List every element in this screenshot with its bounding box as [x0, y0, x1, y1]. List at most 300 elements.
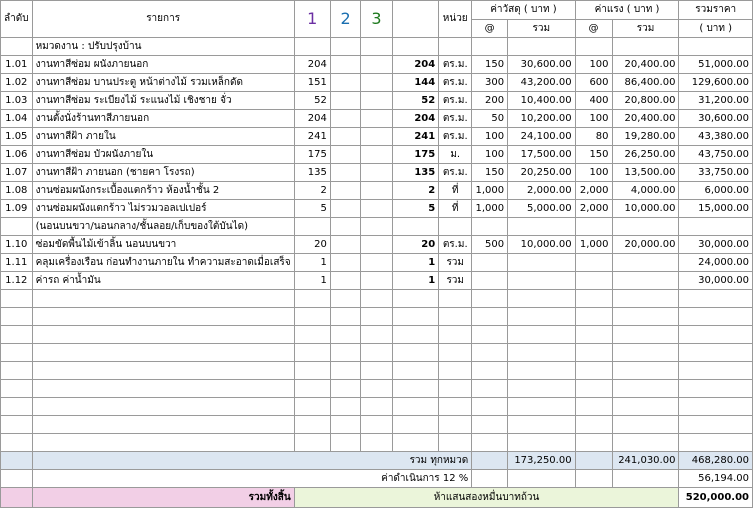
row-qty-1[interactable]: 204 — [294, 56, 330, 74]
row-qty-total[interactable]: 175 — [392, 146, 439, 164]
total-subtotal[interactable]: 468,280.00 — [679, 452, 753, 470]
row-material-at[interactable]: 300 — [472, 74, 508, 92]
cell[interactable] — [361, 308, 392, 326]
row-labor-at[interactable] — [575, 218, 612, 236]
cell[interactable] — [612, 398, 679, 416]
row-material-sum[interactable] — [508, 272, 575, 290]
row-labor-at[interactable]: 100 — [575, 110, 612, 128]
cell[interactable] — [294, 38, 330, 56]
row-unit[interactable]: ที่ — [439, 200, 472, 218]
row-qty-total[interactable]: 20 — [392, 236, 439, 254]
row-labor-sum[interactable]: 4,000.00 — [612, 182, 679, 200]
row-qty-2[interactable] — [330, 92, 361, 110]
category-label[interactable]: หมวดงาน : ปรับปรุงบ้าน — [32, 38, 294, 56]
cell[interactable] — [1, 326, 33, 344]
cell[interactable] — [472, 326, 508, 344]
row-qty-3[interactable] — [361, 272, 392, 290]
cell[interactable] — [1, 362, 33, 380]
cell[interactable] — [612, 326, 679, 344]
row-qty-3[interactable] — [361, 164, 392, 182]
cell[interactable] — [612, 38, 679, 56]
row-item[interactable]: ซ่อมขัดพื้นไม้เข้าลิ้น นอนบนขวา — [32, 236, 294, 254]
row-qty-total[interactable]: 144 — [392, 74, 439, 92]
row-qty-2[interactable] — [330, 128, 361, 146]
cell[interactable] — [508, 470, 575, 488]
cell[interactable] — [679, 362, 753, 380]
row-item[interactable]: งานซ่อมผนังกระเบื้องแตกร้าว ห้องน้ำชั้น 2 — [32, 182, 294, 200]
cell[interactable] — [575, 326, 612, 344]
row-unit[interactable]: ตร.ม. — [439, 110, 472, 128]
cell[interactable] — [439, 344, 472, 362]
row-qty-3[interactable] — [361, 182, 392, 200]
row-unit[interactable]: ตร.ม. — [439, 236, 472, 254]
row-unit[interactable]: ตร.ม. — [439, 164, 472, 182]
row-qty-1[interactable]: 175 — [294, 146, 330, 164]
cell[interactable] — [1, 308, 33, 326]
row-qty-2[interactable] — [330, 254, 361, 272]
row-number[interactable]: 1.05 — [1, 128, 33, 146]
cell[interactable] — [508, 308, 575, 326]
cell[interactable] — [575, 470, 612, 488]
cell[interactable] — [472, 362, 508, 380]
row-unit[interactable]: ม. — [439, 146, 472, 164]
row-labor-sum[interactable] — [612, 218, 679, 236]
row-labor-sum[interactable]: 20,400.00 — [612, 110, 679, 128]
row-qty-total[interactable]: 241 — [392, 128, 439, 146]
cell[interactable] — [439, 416, 472, 434]
row-qty-total[interactable] — [392, 218, 439, 236]
cell[interactable] — [679, 308, 753, 326]
row-labor-at[interactable]: 600 — [575, 74, 612, 92]
row-qty-3[interactable] — [361, 200, 392, 218]
row-labor-sum[interactable]: 13,500.00 — [612, 164, 679, 182]
row-material-at[interactable] — [472, 254, 508, 272]
row-unit[interactable]: ตร.ม. — [439, 128, 472, 146]
row-qty-2[interactable] — [330, 110, 361, 128]
row-qty-1[interactable]: 241 — [294, 128, 330, 146]
row-labor-sum[interactable]: 26,250.00 — [612, 146, 679, 164]
cell[interactable] — [361, 290, 392, 308]
cell[interactable] — [472, 380, 508, 398]
cell[interactable] — [32, 326, 294, 344]
cell[interactable] — [392, 398, 439, 416]
row-total[interactable]: 30,000.00 — [679, 272, 753, 290]
row-qty-total[interactable]: 204 — [392, 56, 439, 74]
cell[interactable] — [612, 362, 679, 380]
row-number[interactable]: 1.01 — [1, 56, 33, 74]
row-material-sum[interactable]: 30,600.00 — [508, 56, 575, 74]
cell[interactable] — [294, 362, 330, 380]
cell[interactable] — [1, 470, 33, 488]
row-labor-at[interactable]: 80 — [575, 128, 612, 146]
cell[interactable] — [508, 326, 575, 344]
total-labor[interactable]: 241,030.00 — [612, 452, 679, 470]
cell[interactable] — [392, 308, 439, 326]
cell[interactable] — [32, 362, 294, 380]
row-number[interactable]: 1.06 — [1, 146, 33, 164]
row-item[interactable]: ค่ารถ ค่าน้ำมัน — [32, 272, 294, 290]
cell[interactable] — [32, 308, 294, 326]
cell[interactable] — [32, 290, 294, 308]
cell[interactable] — [330, 344, 361, 362]
cell[interactable] — [472, 38, 508, 56]
row-qty-2[interactable] — [330, 56, 361, 74]
row-labor-sum[interactable]: 19,280.00 — [612, 128, 679, 146]
row-material-sum[interactable]: 24,100.00 — [508, 128, 575, 146]
row-unit[interactable] — [439, 218, 472, 236]
cell[interactable] — [575, 344, 612, 362]
row-qty-2[interactable] — [330, 146, 361, 164]
cell[interactable] — [472, 398, 508, 416]
cell[interactable] — [612, 470, 679, 488]
row-qty-2[interactable] — [330, 218, 361, 236]
row-material-sum[interactable] — [508, 218, 575, 236]
cell[interactable] — [294, 290, 330, 308]
row-labor-at[interactable]: 400 — [575, 92, 612, 110]
row-labor-sum[interactable]: 20,000.00 — [612, 236, 679, 254]
cell[interactable] — [439, 38, 472, 56]
table-row — [1, 146, 753, 164]
row-total[interactable]: 129,600.00 — [679, 74, 753, 92]
row-number[interactable]: 1.08 — [1, 182, 33, 200]
cell[interactable] — [472, 344, 508, 362]
row-item[interactable]: งานทาสีซ่อม ระเบียงไม้ ระแนงไม้ เชิงชาย จั่ว — [32, 92, 294, 110]
cell[interactable] — [612, 434, 679, 452]
cell[interactable] — [679, 344, 753, 362]
cell[interactable] — [439, 398, 472, 416]
cell[interactable] — [472, 290, 508, 308]
row-material-sum[interactable] — [508, 254, 575, 272]
header-col-1: 1 — [294, 1, 330, 38]
row-qty-total[interactable]: 52 — [392, 92, 439, 110]
cell[interactable] — [679, 290, 753, 308]
row-labor-sum[interactable] — [612, 272, 679, 290]
cell[interactable] — [575, 416, 612, 434]
cell[interactable] — [575, 452, 612, 470]
table-row — [1, 200, 753, 218]
empty-row — [1, 380, 753, 398]
table-row — [1, 56, 753, 74]
row-item[interactable]: งานทาสีฝ้า ภายนอก (ชายคา โรงรถ) — [32, 164, 294, 182]
row-material-sum[interactable]: 20,250.00 — [508, 164, 575, 182]
row-unit[interactable]: ที่ — [439, 182, 472, 200]
cell[interactable] — [1, 290, 33, 308]
cell[interactable] — [330, 290, 361, 308]
cell[interactable] — [1, 434, 33, 452]
cell[interactable] — [679, 434, 753, 452]
row-number[interactable]: 1.07 — [1, 164, 33, 182]
table-row — [1, 218, 753, 236]
row-labor-at[interactable]: 1,000 — [575, 236, 612, 254]
row-qty-total[interactable]: 135 — [392, 164, 439, 182]
row-labor-at[interactable]: 150 — [575, 146, 612, 164]
cell[interactable] — [361, 38, 392, 56]
row-total[interactable]: 24,000.00 — [679, 254, 753, 272]
row-total[interactable]: 30,600.00 — [679, 110, 753, 128]
row-qty-3[interactable] — [361, 128, 392, 146]
cell[interactable] — [612, 416, 679, 434]
row-material-at[interactable]: 150 — [472, 164, 508, 182]
cell[interactable] — [294, 398, 330, 416]
row-labor-at[interactable]: 2,000 — [575, 200, 612, 218]
cell[interactable] — [472, 416, 508, 434]
row-material-at[interactable]: 150 — [472, 56, 508, 74]
cell[interactable] — [508, 362, 575, 380]
row-qty-total[interactable]: 2 — [392, 182, 439, 200]
row-qty-3[interactable] — [361, 74, 392, 92]
row-number[interactable] — [1, 218, 33, 236]
cell[interactable] — [361, 380, 392, 398]
cell[interactable] — [439, 362, 472, 380]
row-material-sum[interactable]: 10,200.00 — [508, 110, 575, 128]
cell[interactable] — [1, 398, 33, 416]
row-qty-1[interactable]: 5 — [294, 200, 330, 218]
cell[interactable] — [392, 434, 439, 452]
cell[interactable] — [330, 38, 361, 56]
cell[interactable] — [294, 416, 330, 434]
cell[interactable] — [361, 434, 392, 452]
cell[interactable] — [392, 38, 439, 56]
row-qty-3[interactable] — [361, 110, 392, 128]
cell[interactable] — [472, 452, 508, 470]
row-item[interactable]: งานทาสีซ่อม ผนังภายนอก — [32, 56, 294, 74]
row-item[interactable]: งานทาสีฝ้า ภายใน — [32, 128, 294, 146]
cell[interactable] — [1, 452, 33, 470]
row-labor-at[interactable]: 100 — [575, 164, 612, 182]
row-qty-total[interactable]: 1 — [392, 272, 439, 290]
total-material[interactable]: 173,250.00 — [508, 452, 575, 470]
row-qty-2[interactable] — [330, 236, 361, 254]
row-material-sum[interactable]: 2,000.00 — [508, 182, 575, 200]
row-qty-3[interactable] — [361, 236, 392, 254]
row-number[interactable]: 1.02 — [1, 74, 33, 92]
row-qty-1[interactable]: 151 — [294, 74, 330, 92]
row-total[interactable]: 51,000.00 — [679, 56, 753, 74]
row-material-at[interactable]: 1,000 — [472, 200, 508, 218]
cell[interactable] — [679, 398, 753, 416]
row-item[interactable]: (นอนบนขวา/นอนกลาง/ชั้นลอย/เก็บของใต้บันได) — [32, 218, 294, 236]
cell[interactable] — [508, 38, 575, 56]
row-labor-sum[interactable]: 20,400.00 — [612, 56, 679, 74]
cell[interactable] — [575, 308, 612, 326]
cell[interactable] — [472, 470, 508, 488]
cell[interactable] — [439, 290, 472, 308]
cell[interactable] — [330, 398, 361, 416]
cell[interactable] — [439, 380, 472, 398]
row-material-at[interactable]: 1,000 — [472, 182, 508, 200]
header-col-2: 2 — [330, 1, 361, 38]
row-number[interactable]: 1.12 — [1, 272, 33, 290]
cell[interactable] — [439, 434, 472, 452]
cell[interactable] — [575, 290, 612, 308]
empty-row — [1, 344, 753, 362]
cell[interactable] — [439, 326, 472, 344]
cell[interactable] — [679, 38, 753, 56]
row-labor-at[interactable] — [575, 272, 612, 290]
row-qty-2[interactable] — [330, 200, 361, 218]
cell[interactable] — [575, 38, 612, 56]
cell[interactable] — [679, 380, 753, 398]
cell[interactable] — [294, 434, 330, 452]
row-labor-at[interactable]: 2,000 — [575, 182, 612, 200]
row-total[interactable]: 43,380.00 — [679, 128, 753, 146]
row-qty-1[interactable]: 204 — [294, 110, 330, 128]
row-number[interactable]: 1.03 — [1, 92, 33, 110]
cell[interactable] — [575, 380, 612, 398]
row-material-sum[interactable]: 10,000.00 — [508, 236, 575, 254]
cell[interactable] — [330, 416, 361, 434]
row-total[interactable]: 33,750.00 — [679, 164, 753, 182]
row-item[interactable]: คลุมเครื่องเรือน ก่อนทำงานภายใน ทำความสะอาดเมื่อเสร็จ — [32, 254, 294, 272]
cell[interactable] — [612, 344, 679, 362]
cell[interactable] — [508, 434, 575, 452]
row-labor-sum[interactable]: 20,800.00 — [612, 92, 679, 110]
cell[interactable] — [575, 434, 612, 452]
cell[interactable] — [32, 380, 294, 398]
row-number[interactable]: 1.11 — [1, 254, 33, 272]
row-qty-2[interactable] — [330, 164, 361, 182]
net-total-value[interactable]: 520,000.00 — [679, 488, 753, 508]
cell[interactable] — [508, 290, 575, 308]
cell[interactable] — [679, 326, 753, 344]
row-unit[interactable]: รวม — [439, 272, 472, 290]
cell[interactable] — [612, 380, 679, 398]
row-qty-1[interactable]: 1 — [294, 272, 330, 290]
row-total[interactable]: 31,200.00 — [679, 92, 753, 110]
cell[interactable] — [439, 308, 472, 326]
row-qty-1[interactable]: 20 — [294, 236, 330, 254]
table-row — [1, 272, 753, 290]
cell[interactable] — [679, 416, 753, 434]
cell[interactable] — [508, 416, 575, 434]
cell[interactable] — [508, 398, 575, 416]
cell[interactable] — [330, 434, 361, 452]
cell[interactable] — [508, 344, 575, 362]
cell[interactable] — [1, 38, 33, 56]
row-qty-2[interactable] — [330, 182, 361, 200]
row-total[interactable]: 43,750.00 — [679, 146, 753, 164]
row-labor-sum[interactable]: 86,400.00 — [612, 74, 679, 92]
cell[interactable] — [1, 416, 33, 434]
cell[interactable] — [32, 344, 294, 362]
row-qty-1[interactable]: 2 — [294, 182, 330, 200]
cell[interactable] — [294, 380, 330, 398]
row-item[interactable]: งานตั้งนั่งร้านทาสีภายนอก — [32, 110, 294, 128]
cell[interactable] — [1, 488, 33, 508]
row-labor-sum[interactable]: 10,000.00 — [612, 200, 679, 218]
cell[interactable] — [330, 308, 361, 326]
row-material-at[interactable]: 200 — [472, 92, 508, 110]
cell[interactable] — [294, 308, 330, 326]
cell[interactable] — [612, 308, 679, 326]
row-unit[interactable]: รวม — [439, 254, 472, 272]
cell[interactable] — [361, 398, 392, 416]
cell[interactable] — [392, 380, 439, 398]
row-unit[interactable]: ตร.ม. — [439, 92, 472, 110]
row-qty-1[interactable]: 135 — [294, 164, 330, 182]
row-total[interactable]: 15,000.00 — [679, 200, 753, 218]
row-total[interactable] — [679, 218, 753, 236]
row-material-at[interactable] — [472, 218, 508, 236]
row-number[interactable]: 1.09 — [1, 200, 33, 218]
row-qty-1[interactable]: 52 — [294, 92, 330, 110]
cell[interactable] — [330, 362, 361, 380]
row-qty-total[interactable]: 1 — [392, 254, 439, 272]
cell[interactable] — [294, 344, 330, 362]
row-total[interactable]: 6,000.00 — [679, 182, 753, 200]
cell[interactable] — [330, 380, 361, 398]
cell[interactable] — [392, 416, 439, 434]
row-item[interactable]: งานทาสีซ่อม บานประตู หน้าต่างไม้ รวมเหล็กดัด — [32, 74, 294, 92]
row-item[interactable]: งานซ่อมผนังแตกร้าว ไม่รวมวอลเปเปอร์ — [32, 200, 294, 218]
row-material-at[interactable]: 100 — [472, 146, 508, 164]
row-material-at[interactable]: 50 — [472, 110, 508, 128]
row-material-sum[interactable]: 10,400.00 — [508, 92, 575, 110]
row-material-at[interactable]: 500 — [472, 236, 508, 254]
row-number[interactable]: 1.10 — [1, 236, 33, 254]
row-item[interactable]: งานทาสีซ่อม บัวผนังภายใน — [32, 146, 294, 164]
row-material-sum[interactable]: 5,000.00 — [508, 200, 575, 218]
cell[interactable] — [575, 362, 612, 380]
cell[interactable] — [472, 434, 508, 452]
cell[interactable] — [472, 308, 508, 326]
cell[interactable] — [32, 434, 294, 452]
row-material-at[interactable]: 100 — [472, 128, 508, 146]
cell[interactable] — [294, 326, 330, 344]
row-qty-3[interactable] — [361, 56, 392, 74]
cell[interactable] — [361, 326, 392, 344]
row-labor-at[interactable]: 100 — [575, 56, 612, 74]
cell[interactable] — [361, 362, 392, 380]
row-qty-2[interactable] — [330, 272, 361, 290]
row-total[interactable]: 30,000.00 — [679, 236, 753, 254]
cell[interactable] — [612, 290, 679, 308]
row-qty-1[interactable] — [294, 218, 330, 236]
cell[interactable] — [392, 326, 439, 344]
row-qty-total[interactable]: 5 — [392, 200, 439, 218]
row-material-sum[interactable]: 17,500.00 — [508, 146, 575, 164]
row-unit[interactable]: ตร.ม. — [439, 56, 472, 74]
cell[interactable] — [392, 362, 439, 380]
row-qty-total[interactable]: 204 — [392, 110, 439, 128]
row-number[interactable]: 1.04 — [1, 110, 33, 128]
row-qty-3[interactable] — [361, 146, 392, 164]
row-labor-at[interactable] — [575, 254, 612, 272]
row-qty-2[interactable] — [330, 74, 361, 92]
cell[interactable] — [32, 416, 294, 434]
row-qty-1[interactable]: 1 — [294, 254, 330, 272]
row-qty-3[interactable] — [361, 92, 392, 110]
cell[interactable] — [361, 416, 392, 434]
row-material-sum[interactable]: 43,200.00 — [508, 74, 575, 92]
cell[interactable] — [508, 380, 575, 398]
row-qty-3[interactable] — [361, 218, 392, 236]
cell[interactable] — [361, 344, 392, 362]
cell[interactable] — [575, 398, 612, 416]
cell[interactable] — [1, 380, 33, 398]
row-material-at[interactable] — [472, 272, 508, 290]
overhead-value[interactable]: 56,194.00 — [679, 470, 753, 488]
row-unit[interactable]: ตร.ม. — [439, 74, 472, 92]
cell[interactable] — [392, 344, 439, 362]
row-qty-3[interactable] — [361, 254, 392, 272]
cell[interactable] — [1, 344, 33, 362]
cell[interactable] — [392, 290, 439, 308]
cell[interactable] — [32, 398, 294, 416]
table-row — [1, 92, 753, 110]
row-labor-sum[interactable] — [612, 254, 679, 272]
cell[interactable] — [330, 326, 361, 344]
